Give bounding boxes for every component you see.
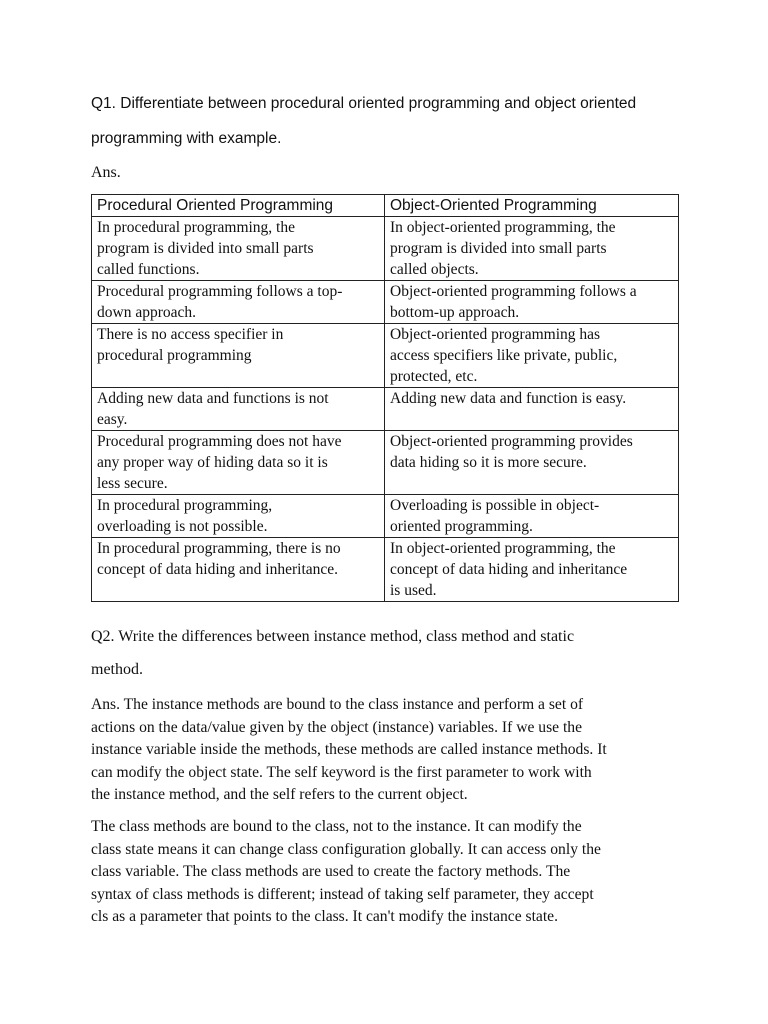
- table-cell-procedural: [92, 538, 385, 602]
- table-row: [92, 538, 679, 602]
- cell-line: Overloading is possible in object-: [390, 497, 600, 514]
- cell-line: bottom-up approach.: [390, 304, 520, 321]
- paragraph-line: cls as a parameter that points to the class. It can't modify the instance state.: [91, 908, 559, 925]
- table-cell-object-oriented: [385, 217, 679, 281]
- answer-paragraph-instance-methods: [91, 694, 691, 807]
- cell-line: Object-oriented programming has: [390, 326, 601, 343]
- question-1-ans-label: Ans.: [91, 164, 121, 181]
- cell-line: There is no access specifier in: [97, 326, 284, 343]
- table-cell-procedural: [92, 324, 385, 388]
- paragraph-line: instance variable inside the methods, these methods are called instance methods. It: [91, 741, 607, 758]
- paragraph-line: can modify the object state. The self keyword is the first parameter to work with: [91, 763, 592, 781]
- table-cell-procedural: [92, 495, 385, 538]
- cell-line: In object-oriented programming, the: [390, 219, 616, 236]
- table-cell-procedural: [92, 388, 385, 431]
- comparison-table: [91, 194, 679, 602]
- answer-paragraph-class-methods: [91, 816, 691, 929]
- table-header-row: [92, 195, 679, 217]
- paragraph-line: Ans. The instance methods are bound to the class instance and perform a set of: [91, 696, 584, 713]
- table-cell-object-oriented: [385, 324, 679, 388]
- cell-line: Adding new data and function is easy.: [390, 390, 627, 407]
- cell-line: In procedural programming, there is no: [97, 540, 341, 557]
- table-row: [92, 281, 679, 324]
- table-cell-object-oriented: [385, 431, 679, 495]
- table-row: [92, 324, 679, 388]
- paragraph-line: class variable. The class methods are used to create the factory methods. The: [91, 863, 571, 880]
- cell-line: oriented programming.: [390, 518, 533, 535]
- cell-line: In procedural programming,: [97, 497, 273, 514]
- paragraph-line: the instance method, and the self refers to the current object.: [91, 786, 468, 803]
- cell-line: Procedural programming does not have: [97, 433, 342, 450]
- cell-line: down approach.: [97, 304, 196, 321]
- cell-line: any proper way of hiding data so it is: [97, 454, 328, 471]
- cell-line: protected, etc.: [390, 368, 478, 385]
- table-row: [92, 217, 679, 281]
- cell-line: Procedural programming follows a top-: [97, 283, 343, 300]
- cell-line: is used.: [390, 582, 437, 599]
- question-2-line-2: method.: [91, 661, 143, 678]
- table-cell-object-oriented: [385, 495, 679, 538]
- table-cell-object-oriented: [385, 388, 679, 431]
- cell-line: concept of data hiding and inheritance.: [97, 561, 339, 578]
- table-row: [92, 431, 679, 495]
- table-cell-procedural: [92, 431, 385, 495]
- paragraph-line: actions on the data/value given by the object (instance) variables. If we use the: [91, 718, 583, 736]
- cell-line: overloading is not possible.: [97, 518, 268, 535]
- table-row: [92, 495, 679, 538]
- cell-line: Adding new data and functions is not: [97, 390, 329, 407]
- table-header-object-oriented: Object-Oriented Programming: [385, 195, 679, 217]
- table-cell-object-oriented: [385, 538, 679, 602]
- table-cell-procedural: [92, 217, 385, 281]
- cell-line: procedural programming: [97, 347, 252, 364]
- paragraph-line: The class methods are bound to the class, not to the instance. It can modify the: [91, 818, 582, 835]
- table-cell-object-oriented: [385, 281, 679, 324]
- paragraph-line: class state means it can change class configuration globally. It can access only the: [91, 840, 601, 858]
- table-cell-procedural: [92, 281, 385, 324]
- table-row: [92, 388, 679, 431]
- cell-line: In procedural programming, the: [97, 219, 295, 236]
- cell-line: called functions.: [97, 261, 200, 278]
- question-1-line-2: programming with example.: [91, 130, 282, 147]
- table-header-procedural: Procedural Oriented Programming: [92, 195, 385, 217]
- cell-line: Object-oriented programming follows a: [390, 283, 637, 300]
- cell-line: access specifiers like private, public,: [390, 347, 618, 364]
- cell-line: In object-oriented programming, the: [390, 540, 616, 557]
- cell-line: Object-oriented programming provides: [390, 433, 633, 450]
- cell-line: called objects.: [390, 261, 479, 278]
- question-2-line-1: Q2. Write the differences between instance method, class method and static: [91, 628, 575, 645]
- cell-line: data hiding so it is more secure.: [390, 454, 587, 471]
- cell-line: concept of data hiding and inheritance: [390, 561, 628, 578]
- question-1-line-1: Q1. Differentiate between procedural oriented programming and object oriented: [91, 95, 637, 112]
- cell-line: program is divided into small parts: [390, 240, 607, 257]
- cell-line: program is divided into small parts: [97, 240, 314, 257]
- cell-line: less secure.: [97, 475, 168, 492]
- cell-line: easy.: [97, 411, 128, 428]
- paragraph-line: syntax of class methods is different; instead of taking self parameter, they accept: [91, 885, 594, 903]
